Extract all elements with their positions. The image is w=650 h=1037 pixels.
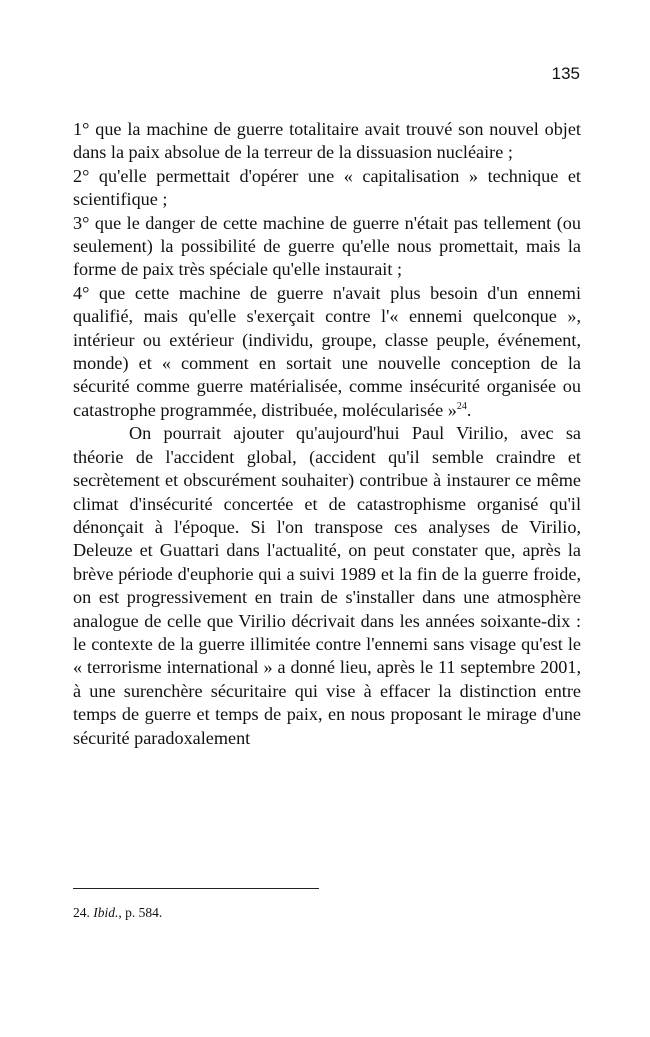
body-text	[73, 118, 581, 750]
footnote-source: Ibid.	[93, 905, 119, 920]
list-item-3: 3° que le danger de cette machine de guerre n'était pas tellement (ou seulement) la possibilité de guerre qu'elle nous promettait, mais la forme de paix très spéciale qu'elle instaurait ;	[73, 212, 581, 280]
main-paragraph: On pourrait ajouter qu'aujourd'hui Paul Virilio, avec sa théorie de l'accident global, (accident qu'il semble craindre et secrètement et obscurément souhaiter) contribue à instaurer ce même climat d'insécurité concertée et de catastrophisme organisé qu'il dénonçait à l'époque. Si l'on transpose ces analyses de Virilio, Deleuze et Guattari dans l'actualité, on peut constater que, après la brève période d'euphorie qui a suivi 1989 et la fin de la guerre froide, on est progressivement en train de s'installer dans une atmosphère analogue de celle que Virilio décrivait dans les années soixante-dix : le contexte de la guerre illimitée contre l'ennemi sans visage qu'est le « terrorisme international » a donné lieu, après le 11 septembre 2001, à une surenchère sécuritaire qui vise à effacer la distinction entre temps de guerre et temps de paix, en nous proposant le mirage d'une sécurité paradoxalement	[73, 423, 581, 748]
list-item-1: 1° que la machine de guerre totalitaire avait trouvé son nouvel objet dans la paix absolue de la terreur de la dissuasion nucléaire ;	[73, 119, 581, 163]
footnote-number: 24.	[73, 905, 90, 920]
page-number: 135	[551, 64, 580, 83]
list-item-2: 2° qu'elle permettait d'opérer une « capitalisation » technique et scientifique ;	[73, 165, 581, 210]
footnote-reference: 24	[456, 400, 467, 412]
list-item-4	[73, 282, 581, 422]
footnote-page: , p. 584.	[118, 905, 163, 920]
footnote-divider	[73, 888, 319, 889]
footnote	[73, 905, 162, 921]
list-item-4-text: 4° que cette machine de guerre n'avait plus besoin d'un ennemi qualifié, mais qu'elle s'exerçait contre l'« ennemi quelconque », intérieur ou extérieur (individu, groupe, classe peuple, événement, monde) et « comment en sortait une nouvelle conception de la sécurité comme guerre matérialisée, comme insécurité organisée ou catastrophe programmée, distribuée, molécularisée »	[73, 282, 581, 420]
list-item-4-end: .	[466, 399, 472, 420]
